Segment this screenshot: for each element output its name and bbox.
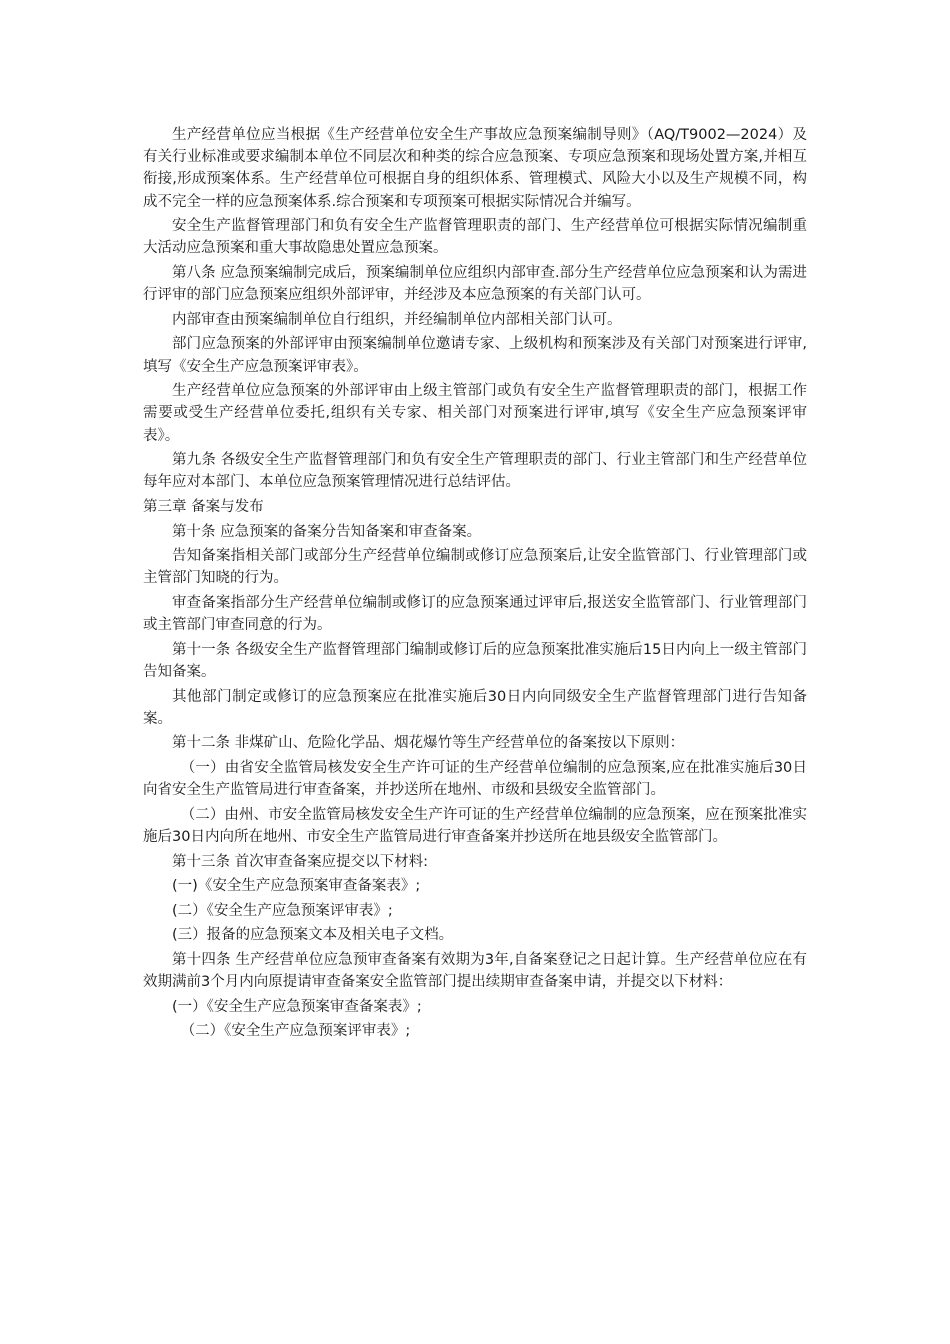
list-item: （二）《安全生产应急预案评审表》; [180,1023,411,1040]
paragraph: 第十条 应急预案的备案分告知备案和审查备案。 [172,523,482,540]
list-item: (一）《安全生产应急预案审查备案表》; [172,998,422,1015]
paragraph: 内部审查由预案编制单位自行组织，并经编制单位内部相关部门认可。 [172,311,622,328]
paragraph: 第十二条 非煤矿山、危险化学品、烟花爆竹等生产经营单位的备案按以下原则： [172,735,685,752]
paragraph: 告知备案指相关部门或部分生产经营单位编制或修订应急预案后,让安全监管部门、行业管理部门或主管部门知晓的行为。 [143,548,807,587]
paragraph: 部门应急预案的外部评审由预案编制单位邀请专家、上级机构和预案涉及有关部门对预案进行评审,填写《安全生产应急预案评审表》。 [143,336,807,375]
list-item: (一)《安全生产应急预案审查备案表》; [172,878,421,895]
paragraph: 第九条 各级安全生产监督管理部门和负有安全生产管理职责的部门、行业主管部门和生产经营单位每年应对本部门、本单位应急预案管理情况进行总结评估。 [143,452,807,491]
paragraph: 第八条 应急预案编制完成后，预案编制单位应组织内部审查.部分生产经营单位应急预案和认为需进行评审的部门应急预案应组织外部评审，并经涉及本应急预案的有关部门认可。 [143,265,807,304]
paragraph: 审查备案指部分生产经营单位编制或修订的应急预案通过评审后,报送安全监管部门、行业管理部门或主管部门审查同意的行为。 [143,594,807,634]
list-item: (三）报备的应急预案文本及相关电子文档。 [172,927,454,944]
paragraph: 第十三条 首次审查备案应提交以下材料: [172,853,428,870]
paragraph: 安全生产监督管理部门和负有安全生产监督管理职责的部门、生产经营单位可根据实际情况编制重大活动应急预案和重大事故隐患处置应急预案。 [143,218,807,257]
list-item: (二）《安全生产应急预案评审表》; [172,902,393,919]
paragraph: 其他部门制定或修订的应急预案应在批准实施后30日内向同级安全生产监督管理部门进行告知备案。 [143,688,807,727]
paragraph: 生产经营单位应当根据《生产经营单位安全生产事故应急预案编制导则》（AQ/T9002—2024）及有关行业标准或要求编制本单位不同层次和种类的综合应急预案、专项应急预案和现场处置方案,并相互衔接,形成预案体系。生产经营单位可根据自身的组织体系、管理模式、风险大小以及生产规模不同，构成不完全一样的应急预案体系.综合预案和专项预案可根据实际情况合并编写。 [143,127,807,210]
list-item: （一）由省安全监管局核发安全生产许可证的生产经营单位编制的应急预案,应在批准实施后30日向省安全生产监管局进行审查备案，并抄送所在地州、市级和县级安全监管部门。 [143,759,807,799]
list-item: （二）由州、市安全监管局核发安全生产许可证的生产经营单位编制的应急预案，应在预案批准实施后30日内向所在地州、市安全生产监管局进行审查备案并抄送所在地县级安全监管部门。 [143,806,807,845]
chapter-heading: 第三章 备案与发布 [143,498,264,515]
paragraph: 第十一条 各级安全生产监督管理部门编制或修订后的应急预案批准实施后15日内向上一级主管部门告知备案。 [143,641,807,680]
paragraph: 第十四条 生产经营单位应急预审查备案有效期为3年,自备案登记之日起计算。生产经营单位应在有效期满前3个月内向原提请审查备案安全监管部门提出续期审查备案申请，并提交以下材料： [143,951,807,991]
document-body [143,124,807,1045]
paragraph: 生产经营单位应急预案的外部评审由上级主管部门或负有安全生产监督管理职责的部门，根据工作需要或受生产经营单位委托,组织有关专家、相关部门对预案进行评审,填写《安全生产应急预案评审表》。 [143,383,807,444]
